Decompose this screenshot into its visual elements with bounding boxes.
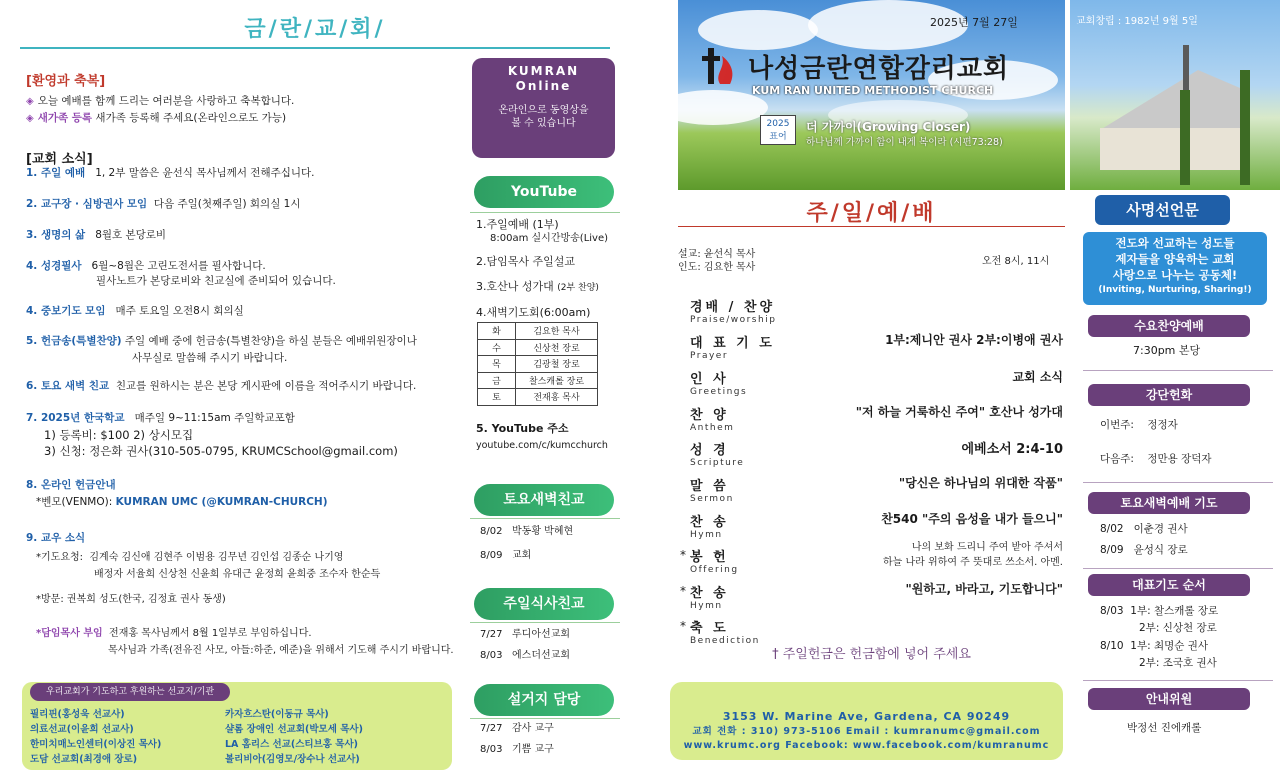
mission-item: LA 홈리스 선교(스티브홍 목사) xyxy=(225,739,358,750)
offering-note: † 주일헌금은 헌금함에 넣어 주세요 xyxy=(772,647,971,662)
contact-line[interactable]: 교회 전화 : 310) 973-5106 Email : kumranumc@gmail.com xyxy=(692,726,1041,737)
mission-item: 한미치매노인센터(이상진 목사) xyxy=(30,739,162,750)
news-item-3: 3. 생명의 삶 8월호 본당로비 xyxy=(26,229,167,241)
mission-item: 의료선교(이윤희 선교사) xyxy=(30,724,134,735)
wed-praise-heading: 수요찬양예배 xyxy=(1088,315,1250,337)
welcome-line-2: ◈ 새가족 등록 새가족 등록해 주세요(온라인으로도 가능) xyxy=(26,112,287,124)
mission-statement-title: 사명선언문 xyxy=(1095,195,1230,225)
dawn-prayer-table xyxy=(477,322,598,406)
mission-item: 도담 선교회(최경애 장로) xyxy=(30,754,138,765)
order-item: 찬 양 Anthem xyxy=(690,408,735,433)
ushers-heading: 안내위원 xyxy=(1088,688,1250,710)
cross-flame-logo-icon xyxy=(700,46,738,86)
sat-fellowship-row: 8/02 박동황 박혜현 xyxy=(480,526,574,537)
table-row: 화 김요한 목사 xyxy=(478,323,598,340)
sunday-meal-heading: 주일식사친교 xyxy=(474,588,614,620)
bulletin-date: 2025년 7월 27일 xyxy=(930,16,1018,29)
news-item-7: 7. 2025년 한국학교 매주일 9~11:15am 주일학교포함 xyxy=(26,412,295,424)
dishes-heading: 설거지 담당 xyxy=(474,684,614,716)
order-item: 찬 송 Hymn xyxy=(690,586,729,611)
youtube-item-1-detail: 8:00am 실시간방송(Live) xyxy=(490,233,609,244)
standing-star: * xyxy=(680,548,686,562)
order-value: 찬540 "주의 음성을 내가 들으니" xyxy=(881,512,1063,526)
news-item-1: 1. 주일 예배 1, 2부 말씀은 윤선식 목사님께서 전해주십니다. xyxy=(26,167,315,179)
youtube-divider xyxy=(470,212,620,213)
order-item: 경배 / 찬양 Praise/worship xyxy=(690,300,777,325)
prayer-request-line1: *기도요청: 김계숙 김신애 김현주 이범용 김무년 김인섭 김종순 나기영 xyxy=(36,552,344,563)
offering-hymn-line1: 나의 보화 드리니 주여 받아 주셔서 xyxy=(911,542,1063,553)
rep-prayer-row: 8/03 1부: 찰스캐롤 장로 xyxy=(1100,605,1219,617)
right-divider xyxy=(1083,568,1273,569)
news-title-divider xyxy=(20,47,610,49)
service-time: 오전 8시, 11시 xyxy=(982,256,1050,267)
mission-item: 카자흐스탄(이동규 목사) xyxy=(225,709,329,720)
ushers-names: 박정선 진에캐롤 xyxy=(1127,722,1202,734)
church-cross-tower xyxy=(1183,45,1189,95)
dishes-row: 8/03 기쁨 교구 xyxy=(480,744,554,755)
youtube-item-3: 3.호산나 성가대 (2부 찬양) xyxy=(476,280,599,293)
altar-this-week: 이번주: 정정자 xyxy=(1100,419,1178,431)
address-line: 3153 W. Marine Ave, Gardena, CA 90249 xyxy=(722,710,1011,723)
mission-support-tab: 우리교회가 기도하고 후원하는 선교지/기관 xyxy=(30,683,230,701)
kumran-online-title: KUMRAN Online xyxy=(507,64,580,93)
mission-item: 볼리비아(김영모/장수나 선교사) xyxy=(225,754,360,765)
welcome-line-1: ◈ 오늘 예배를 함께 드리는 여러분을 사랑하고 축복합니다. xyxy=(26,95,295,107)
standing-star: * xyxy=(680,619,686,633)
order-value: "저 하늘 거룩하신 주여" 호산나 성가대 xyxy=(855,405,1063,419)
mission-support-list xyxy=(30,707,450,767)
venmo-line: *벤모(VENMO): KUMRAN UMC (@KUMRAN-CHURCH) xyxy=(36,496,328,508)
news-item-4-line2: 필사노트가 본당로비와 친교실에 준비되어 있습니다. xyxy=(96,275,336,287)
sunday-meal-divider xyxy=(470,622,620,623)
palm-tree xyxy=(1180,90,1190,185)
pastor-arrival-line1: *담임목사 부임 전재홍 목사님께서 8월 1일부로 부임하십니다. xyxy=(36,628,312,639)
order-item: 찬 송 Hymn xyxy=(690,515,729,540)
news-item-5: 5. 헌금송(특별찬양) 주일 예배 중에 헌금송(특별찬양)을 하실 분들은 예배위원장이나 xyxy=(26,335,417,347)
table-row: 목 김광철 장로 xyxy=(478,356,598,373)
palm-tree xyxy=(1240,70,1250,185)
visit-line: *방문: 권복희 성도(한국, 김정효 권사 동생) xyxy=(36,594,226,605)
order-value: 교회 소식 xyxy=(1012,370,1063,384)
web-line[interactable]: www.krumc.org Facebook: www.facebook.com/kumranumc xyxy=(683,740,1050,751)
right-divider xyxy=(1083,482,1273,483)
founding-date: 교회창립 : 1982년 9월 5일 xyxy=(1076,16,1198,27)
youtube-item-5: 5. YouTube 주소 xyxy=(476,422,569,435)
dishes-row: 7/27 감사 교구 xyxy=(480,723,554,734)
altar-next-week: 다음주: 정만용 장덕자 xyxy=(1100,453,1212,465)
sat-prayer-heading: 토요새벽예배 기도 xyxy=(1088,492,1250,514)
youtube-item-4: 4.새벽기도회(6:00am) xyxy=(476,306,591,319)
kumran-online-desc: 온라인으로 동영상을 볼 수 있습니다 xyxy=(498,105,589,129)
sunday-meal-row: 7/27 루디아선교회 xyxy=(480,629,570,640)
kumran-online-box xyxy=(472,58,615,158)
sat-fellowship-row: 8/09 교회 xyxy=(480,550,532,561)
mission-item: 필리핀(홍성욱 선교사) xyxy=(30,709,125,720)
dishes-divider xyxy=(470,718,620,719)
order-item: 봉 헌 Offering xyxy=(690,550,739,575)
table-row: 수 신상천 장로 xyxy=(478,339,598,356)
news-item-2: 2. 교구장 · 심방권사 모임 다음 주일(첫째주일) 회의실 1시 xyxy=(26,198,301,210)
rep-prayer-row: 2부: 조국호 권사 xyxy=(1139,657,1217,669)
table-row: 금 찰스캐롤 장로 xyxy=(478,372,598,389)
motto-title: 더 가까이(Growing Closer) xyxy=(806,120,971,134)
prayer-request-line2: 배정자 서율희 신상천 신윤희 유대근 윤정희 윤희중 조수자 한순득 xyxy=(94,569,381,580)
order-value: "원하고, 바라고, 기도합니다" xyxy=(905,582,1063,596)
news-item-jungbo: 4. 중보기도 모임 매주 토요일 오전8시 회의실 xyxy=(26,305,244,317)
news-item-7-line3: 3) 신청: 정은화 권사(310-505-0795, KRUMCSchool@gmail.com) xyxy=(44,444,398,458)
preacher-line: 설교: 윤선식 목사 xyxy=(678,249,756,260)
pastor-arrival-line2: 목사님과 가족(전유진 사모, 아들:하준, 예준)을 위해서 기도해 주시기 바랍니다. xyxy=(108,645,454,656)
table-row: 토 전재홍 목사 xyxy=(478,389,598,406)
news-item-9: 9. 교우 소식 xyxy=(26,532,86,544)
rep-prayer-row: 2부: 신상천 장로 xyxy=(1139,622,1217,634)
news-item-5-line2: 사무실로 말씀해 주시기 바랍니다. xyxy=(132,352,288,364)
order-item: 말 씀 Sermon xyxy=(690,479,734,504)
news-item-4: 4. 성경필사 6월~8월은 고린도전서를 필사합니다. xyxy=(26,260,266,272)
motto-verse: 하나님께 가까이 함이 내게 복이라 (시편73:28) xyxy=(806,137,1003,148)
church-address-box xyxy=(670,682,1063,760)
sunday-meal-row: 8/03 에스더선교회 xyxy=(480,650,570,661)
right-divider xyxy=(1083,680,1273,681)
worship-title: 주/일/예/배 xyxy=(806,201,937,226)
order-value: 1부:제니안 권사 2부:이병애 권사 xyxy=(885,333,1063,347)
order-value: 에베소서 2:4-10 xyxy=(961,442,1063,457)
rep-prayer-heading: 대표기도 순서 xyxy=(1088,574,1250,596)
church-name-english: KUM RAN UNITED METHODIST CHURCH xyxy=(752,84,994,97)
sat-prayer-row: 8/09 윤성식 장로 xyxy=(1100,544,1188,556)
mission-statement-box: 전도와 선교하는 성도들 제자들을 양육하는 교회 사랑으로 나누는 공동체! (Inviting, Nurturing, Sharing!) xyxy=(1083,232,1267,305)
sat-fellowship-heading: 토요새벽친교 xyxy=(474,484,614,516)
sat-prayer-row: 8/02 이춘경 권사 xyxy=(1100,523,1188,535)
youtube-item-1: 1.주일예배 (1부) xyxy=(476,218,559,231)
order-item: 성 경 Scripture xyxy=(690,443,745,468)
worship-divider xyxy=(678,226,1065,227)
offering-hymn-line2: 하늘 나라 위하여 주 뜻대로 쓰소서. 아멘. xyxy=(883,557,1063,568)
sat-fellowship-divider xyxy=(470,518,620,519)
order-item: 인 사 Greetings xyxy=(690,372,748,397)
youtube-heading: YouTube xyxy=(474,176,614,208)
motto-year-box: 2025 표어 xyxy=(760,115,796,145)
news-item-6: 6. 토요 새벽 친교 친교를 원하시는 분은 본당 게시판에 이름을 적어주시기 바랍니다. xyxy=(26,380,417,392)
mission-item: 샬롬 장애인 선교회(박모세 목사) xyxy=(225,724,363,735)
church-news-heading: [교회 소식] xyxy=(26,152,93,167)
rep-prayer-row: 8/10 1부: 최명순 권사 xyxy=(1100,640,1209,652)
news-item-7-line2: 1) 등록비: $100 2) 상시모집 xyxy=(44,428,194,442)
altar-flowers-heading: 강단헌화 xyxy=(1088,384,1250,406)
news-item-8: 8. 온라인 헌금안내 xyxy=(26,479,116,491)
diamond-icon: ◈ xyxy=(26,113,34,124)
standing-star: * xyxy=(680,584,686,598)
wed-praise-time: 7:30pm 본당 xyxy=(1133,344,1201,357)
welcome-heading: [환영과 축복] xyxy=(26,74,106,89)
youtube-url-link[interactable]: youtube.com/c/kumcchurch xyxy=(476,440,608,451)
right-divider xyxy=(1083,370,1273,371)
order-item: 대 표 기 도 Prayer xyxy=(690,336,775,361)
church-name: 나성금란연합감리교회 xyxy=(748,54,1010,84)
order-value: "당신은 하나님의 위대한 작품" xyxy=(898,476,1063,490)
church-building xyxy=(1100,128,1245,170)
diamond-icon: ◈ xyxy=(26,96,34,107)
youtube-item-2: 2.담임목사 주일설교 xyxy=(476,255,575,268)
order-item: 축 도 Benediction xyxy=(690,621,760,646)
leader-line: 인도: 김요한 목사 xyxy=(678,262,756,273)
news-title: 금/란/교/회/ xyxy=(244,17,386,42)
